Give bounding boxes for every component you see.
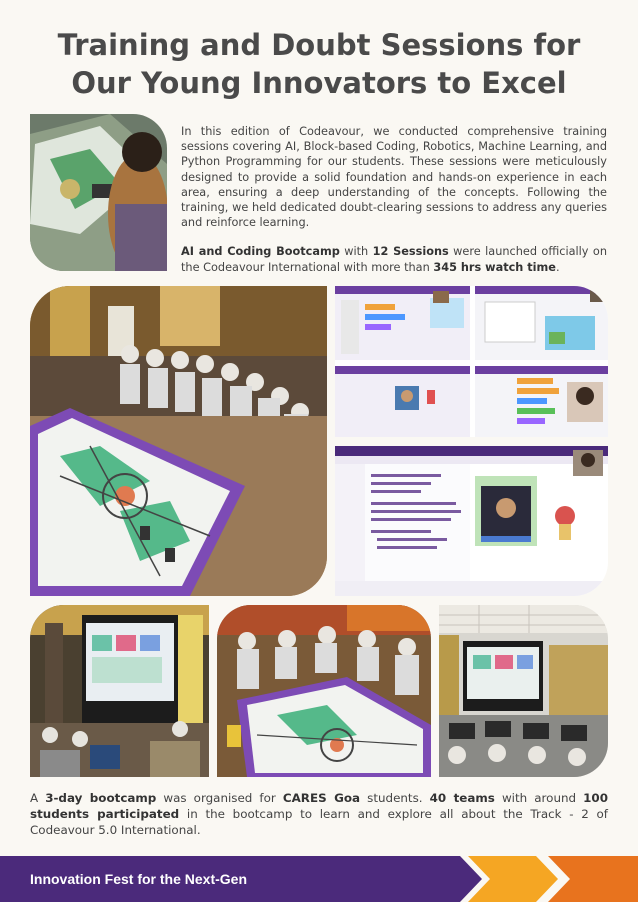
page-title-line-2: Our Young Innovators to Excel — [71, 66, 567, 100]
page-title-line-1: Training and Doubt Sessions for — [57, 28, 581, 62]
intro-text-with: with — [339, 245, 373, 259]
intro-bold-watch-time: 345 hrs watch time — [433, 260, 556, 274]
photo-projector-training — [30, 605, 209, 777]
intro-text-launched: were launched officially on the Codeavour International with more than — [181, 245, 607, 274]
bootcamp-text — [30, 790, 608, 838]
footer-label: Innovation Fest for the Next-Gen — [30, 871, 248, 887]
photo-classroom-robotics-mat — [30, 286, 327, 596]
photo-block-coding-screens — [335, 286, 608, 437]
photo-students-robotics-mat — [217, 605, 431, 777]
photo-student-robot-mat — [30, 114, 167, 271]
bootcamp-bold-school: CARES Goa — [282, 791, 361, 805]
page-title — [0, 26, 638, 102]
bootcamp-text-around: with around — [494, 791, 584, 805]
bootcamp-bold-participants: 100 students participated — [30, 791, 608, 821]
bootcamp-text-a: A — [30, 791, 46, 805]
intro-bold-sessions: 12 Sessions — [372, 245, 449, 259]
intro-paragraph-1: In this edition of Codeavour, we conducted comprehensive training sessions covering AI, Block-based Coding, Robotics, Machine Learning, and Python Programming for our students. These sessions were meticulously designed to provide a solid foundation and hands-on experience in each area, ensuring a deep understanding of the concepts. Following the training, we held dedicated doubt-clearing sessions to address any queries and reinforce learning. — [181, 125, 607, 230]
intro-text-end: . — [555, 260, 560, 274]
intro-text — [181, 124, 607, 289]
bootcamp-bold-teams: 40 teams — [429, 791, 495, 805]
bootcamp-bold-duration: 3-day bootcamp — [45, 791, 157, 805]
intro-bold-bootcamp: AI and Coding Bootcamp — [181, 245, 340, 259]
bootcamp-text-students: students. — [360, 791, 430, 805]
intro-paragraph-2 — [181, 244, 607, 274]
photo-python-coding-screen — [335, 446, 608, 596]
bootcamp-text-track: in the bootcamp to learn and explore all about the Track - 2 of Codeavour 5.0 International. — [30, 807, 608, 837]
bootcamp-text-organised: was organised for — [156, 791, 283, 805]
photo-computer-lab — [439, 605, 608, 777]
footer-banner — [0, 856, 638, 902]
